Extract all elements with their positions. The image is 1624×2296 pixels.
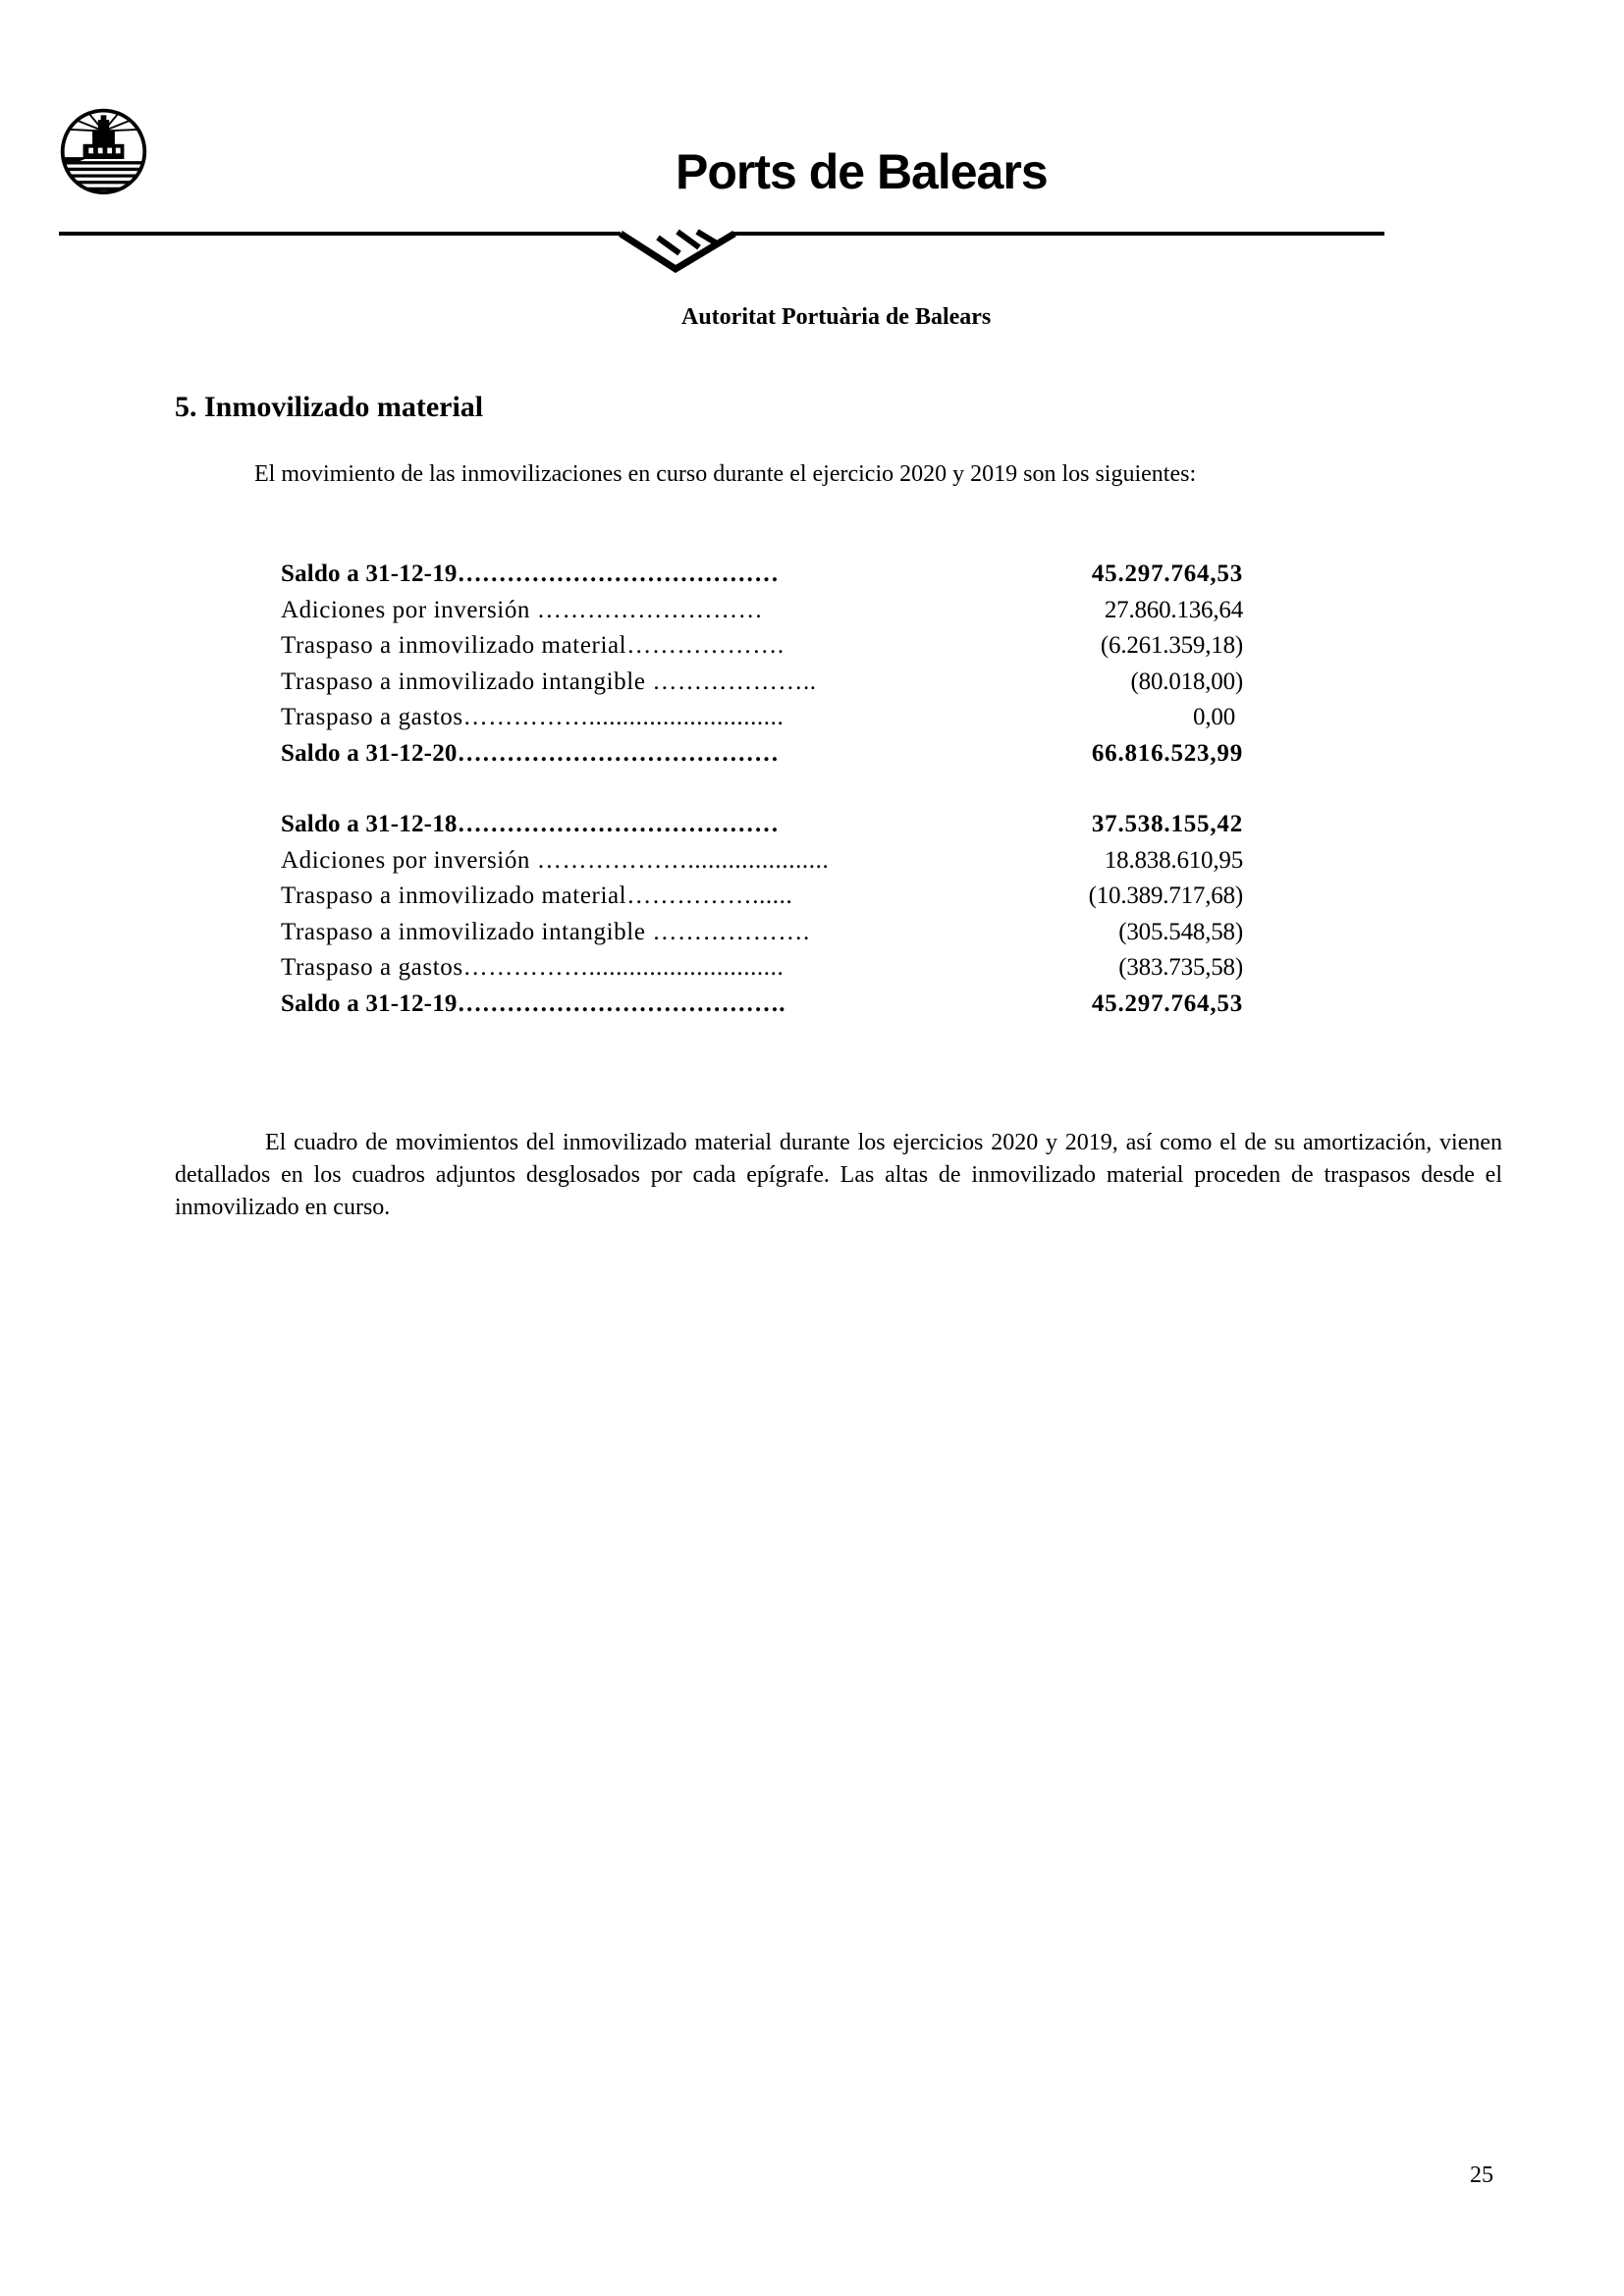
table-row <box>281 665 1243 701</box>
table-row <box>281 987 1243 1023</box>
row-label: Traspaso a gastos……………............................. <box>281 954 785 981</box>
lighthouse-emblem-icon <box>57 103 150 196</box>
movements-table <box>281 557 1243 1022</box>
row-label: Saldo a 31-12-18………………………………… <box>281 811 780 837</box>
table-row <box>281 879 1243 915</box>
row-label: Traspaso a gastos……………............................. <box>281 704 785 730</box>
chevron-wave-mark-icon <box>619 228 736 277</box>
header-rule <box>731 232 1384 236</box>
row-value: 45.297.764,53 <box>1091 989 1243 1017</box>
row-label: Traspaso a inmovilizado material……………...... <box>281 882 793 909</box>
row-label: Traspaso a inmovilizado intangible ………………. <box>281 918 810 945</box>
row-value: (383.735,58) <box>1118 954 1243 981</box>
header-rule <box>59 232 621 236</box>
row-label: Saldo a 31-12-19…………………………………. <box>281 989 785 1017</box>
row-label: Adiciones por inversión ………………..................... <box>281 846 830 874</box>
table-row <box>281 843 1243 880</box>
page-number: 25 <box>1470 2163 1493 2188</box>
row-value: 18.838.610,95 <box>1104 846 1243 874</box>
brand-name: Ports de Balears <box>676 144 1048 199</box>
row-value: 45.297.764,53 <box>1091 561 1243 587</box>
table-row <box>281 807 1243 843</box>
intro-paragraph: El movimiento de las inmovilizaciones en curso durante el ejercicio 2020 y 2019 son los siguientes: <box>254 461 1197 487</box>
table-row <box>281 593 1243 629</box>
row-label: Saldo a 31-12-20………………………………… <box>281 739 780 767</box>
authority-name: Autoritat Portuària de Balears <box>681 304 992 330</box>
row-value: 27.860.136,64 <box>1104 596 1243 623</box>
row-value: (10.389.717,68) <box>1088 882 1243 909</box>
movements-group-2019 <box>281 807 1243 1022</box>
table-row <box>281 557 1243 593</box>
table-row <box>281 915 1243 951</box>
table-row <box>281 950 1243 987</box>
row-label: Saldo a 31-12-19………………………………… <box>281 561 780 587</box>
closing-paragraph: El cuadro de movimientos del inmovilizado material durante los ejercicios 2020 y 2019, así como el de su amortización, vienen detallados en los cuadros adjuntos desglosados por cada epígrafe. Las altas de inmovilizado material proceden de traspasos desde el inmovilizado en curso. <box>175 1130 1502 1220</box>
row-label: Traspaso a inmovilizado intangible ……………….. <box>281 667 817 695</box>
table-row <box>281 700 1243 736</box>
movements-group-2020 <box>281 557 1243 772</box>
row-value: 66.816.523,99 <box>1091 739 1243 767</box>
row-value: (305.548,58) <box>1118 918 1243 945</box>
row-value: 0,00 <box>1193 704 1235 730</box>
table-row <box>281 628 1243 665</box>
row-label: Adiciones por inversión ……………………… <box>281 596 764 623</box>
row-value: 37.538.155,42 <box>1091 811 1243 837</box>
row-label: Traspaso a inmovilizado material………………. <box>281 632 785 659</box>
row-value: (80.018,00) <box>1130 667 1243 695</box>
table-row <box>281 736 1243 773</box>
section-title: 5. Inmovilizado material <box>175 391 484 423</box>
row-value: (6.261.359,18) <box>1100 632 1243 659</box>
